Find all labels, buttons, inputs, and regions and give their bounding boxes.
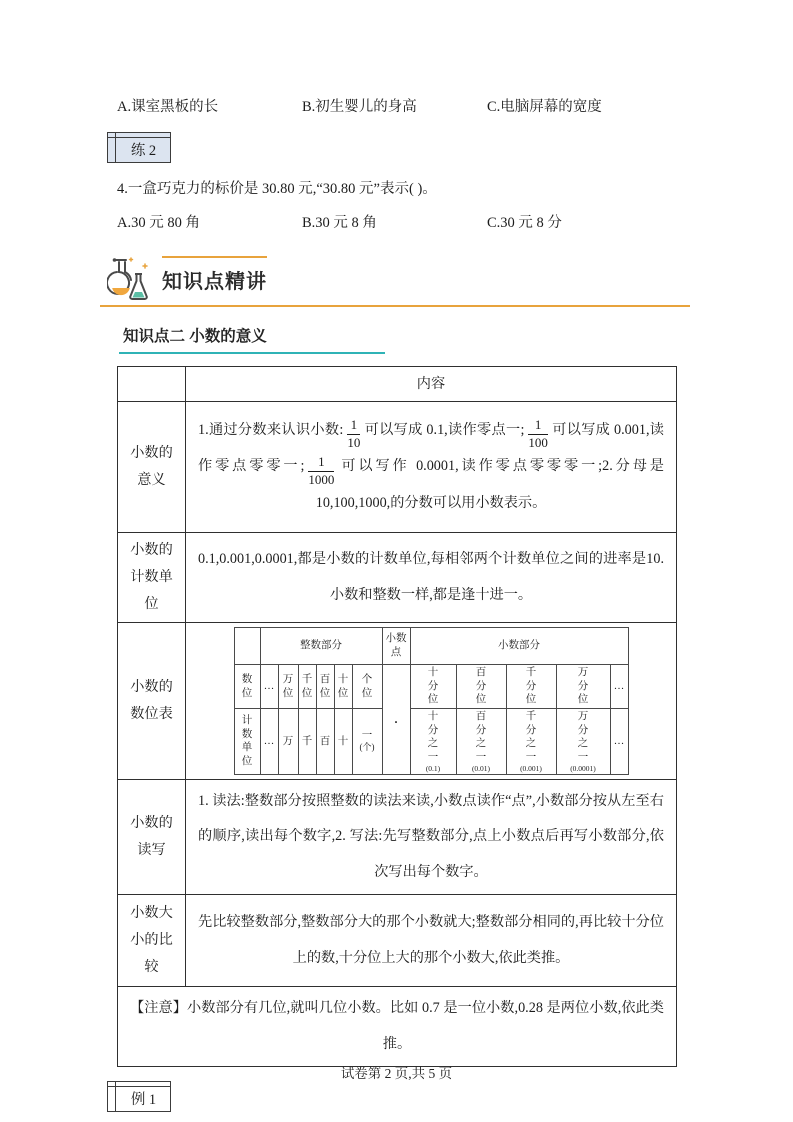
digit-cell: 千分位 bbox=[506, 665, 556, 709]
meaning-text-3: 可以写成 0.001,读作零点零零一; bbox=[198, 421, 664, 475]
example-1-tag bbox=[107, 1081, 171, 1112]
question-4: 4.一盒巧克力的标价是 30.80 元,“30.80 元”表示( )。 bbox=[117, 181, 437, 198]
unit-row-label: 计数单位 bbox=[234, 708, 260, 774]
question4-options-row bbox=[117, 213, 677, 233]
unit-cell: 千 bbox=[298, 708, 316, 774]
decimal-point-header: 小数点 bbox=[382, 628, 410, 665]
decimal-part-header: 小数部分 bbox=[410, 628, 628, 665]
digit-cell: 百位 bbox=[316, 665, 334, 709]
digit-cell: … bbox=[610, 665, 628, 709]
example-1-label: 例 1 bbox=[130, 1092, 157, 1109]
question3-options-row bbox=[117, 97, 677, 117]
place-value-table bbox=[234, 627, 629, 775]
row-content bbox=[186, 402, 677, 533]
table-row-meaning bbox=[118, 402, 677, 533]
unit-cell: 千分之一 (0.001) bbox=[506, 708, 556, 774]
unit-cell: … bbox=[260, 708, 278, 774]
unit-cell: 十 bbox=[334, 708, 352, 774]
row-content bbox=[186, 623, 677, 780]
row-content: 0.1,0.001,0.0001,都是小数的计数单位,每相邻两个计数单位之间的进率是10.小数和整数一样,都是逢十进一。 bbox=[186, 533, 677, 623]
unit-cell: 百分之一 (0.01) bbox=[456, 708, 506, 774]
unit-cell: … bbox=[610, 708, 628, 774]
option-a: A.30 元 80 角 bbox=[117, 215, 200, 232]
row-content: 先比较整数部分,整数部分大的那个小数就大;整数部分相同的,再比较十分位上的数,十分位上大的那个小数大,依此类推。 bbox=[186, 895, 677, 987]
option-b: B.30 元 8 角 bbox=[302, 215, 377, 232]
topic-heading bbox=[117, 324, 385, 355]
page-footer: 试卷第 2 页,共 5 页 bbox=[340, 1066, 453, 1081]
place-digit-row bbox=[234, 665, 628, 709]
table-row-note bbox=[118, 987, 677, 1067]
unit-cell: 十分之一 (0.1) bbox=[410, 708, 456, 774]
place-unit-row bbox=[234, 708, 628, 774]
digit-cell: 万分位 bbox=[556, 665, 610, 709]
accent-line-top bbox=[162, 256, 267, 259]
digit-cell: … bbox=[260, 665, 278, 709]
fraction-1-100: $\frac{1}{100}$ bbox=[528, 417, 548, 451]
table-row-counting-unit bbox=[118, 533, 677, 623]
flask-icon bbox=[107, 256, 151, 309]
row-label: 小数的意义 bbox=[118, 402, 186, 533]
unit-cell: 万分之一 (0.0001) bbox=[556, 708, 610, 774]
meaning-text-1: 1.通过分数来认识小数: bbox=[198, 421, 344, 438]
table-corner-cell bbox=[118, 367, 186, 402]
table-header-row bbox=[118, 367, 677, 402]
unit-cell-ones: 一 (个) bbox=[352, 708, 382, 774]
row-label: 小数的读写 bbox=[118, 779, 186, 895]
integer-part-header: 整数部分 bbox=[260, 628, 382, 665]
fraction-1-10: $\frac{1}{10}$ bbox=[347, 417, 361, 451]
note-content: 【注意】小数部分有几位,就叫几位小数。比如 0.7 是一位小数,0.28 是两位小数,依此类推。 bbox=[118, 987, 677, 1067]
row-label: 小数的数位表 bbox=[118, 623, 186, 780]
digit-row-label: 数位 bbox=[234, 665, 260, 709]
practice-2-label: 练 2 bbox=[130, 143, 157, 160]
option-c: C.30 元 8 分 bbox=[487, 215, 562, 232]
digit-cell: 百分位 bbox=[456, 665, 506, 709]
row-label: 小数大小的比较 bbox=[118, 895, 186, 987]
topic-title: 知识点二 小数的意义 bbox=[123, 327, 267, 345]
section-title: 知识点精讲 bbox=[162, 270, 267, 293]
unit-cell: 百 bbox=[316, 708, 334, 774]
knowledge-table bbox=[117, 366, 677, 1067]
option-a: A.课室黑板的长 bbox=[117, 99, 219, 115]
practice-2-tag bbox=[107, 132, 171, 163]
option-c: C.电脑屏幕的宽度 bbox=[487, 99, 602, 115]
table-row-read-write bbox=[118, 779, 677, 895]
table-row-compare bbox=[118, 895, 677, 987]
unit-cell: 万 bbox=[278, 708, 298, 774]
meaning-text-2: 可以写成 0.1,读作零点一; bbox=[364, 421, 525, 438]
digit-cell: 十分位 bbox=[410, 665, 456, 709]
place-corner bbox=[234, 628, 260, 665]
digit-cell: 十位 bbox=[334, 665, 352, 709]
meaning-text-4: 可以写作 0.0001,读作零点零零零一;2.分母是 10,100,1000,的分数可以用小数表示。 bbox=[315, 458, 664, 511]
section-heading bbox=[117, 253, 677, 307]
digit-cell: 千位 bbox=[298, 665, 316, 709]
table-row-place-value bbox=[118, 623, 677, 780]
place-group-row bbox=[234, 628, 628, 665]
row-label: 小数的计数单位 bbox=[118, 533, 186, 623]
digit-cell: 万位 bbox=[278, 665, 298, 709]
fraction-1-1000: $\frac{1}{1000}$ bbox=[308, 453, 335, 487]
table-header-content: 内容 bbox=[186, 367, 677, 402]
digit-cell: 个位 bbox=[352, 665, 382, 709]
topic-underline bbox=[119, 352, 385, 355]
page-content bbox=[117, 97, 677, 1112]
row-content: 1. 读法:整数部分按照整数的读法来读,小数点读作“点”,小数部分按从左至右的顺序,读出每个数字,2. 写法:先写整数部分,点上小数点后再写小数部分,依次写出每个数字。 bbox=[186, 779, 677, 895]
option-b: B.初生婴儿的身高 bbox=[302, 99, 417, 115]
decimal-point-cell: . bbox=[382, 665, 410, 775]
accent-line-bottom bbox=[100, 305, 690, 307]
